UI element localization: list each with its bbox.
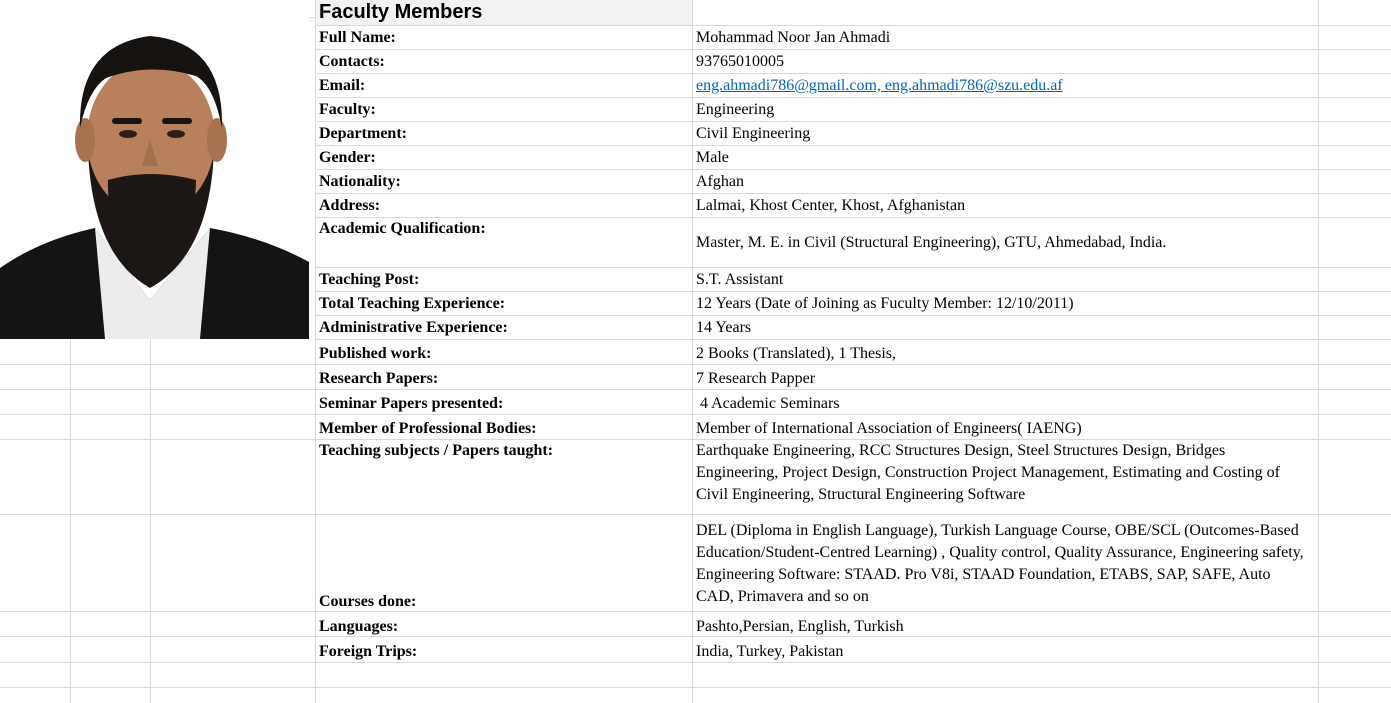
grid-row-line <box>0 611 316 612</box>
full-name-label: Full Name: <box>319 29 396 46</box>
email-link[interactable]: eng.ahmadi786@gmail.com, eng.ahmadi786@szu.edu.af <box>696 77 1063 94</box>
grid-row-line <box>316 49 1391 50</box>
address-label: Address: <box>319 197 381 214</box>
address-value[interactable]: Lalmai, Khost Center, Khost, Afghanistan <box>696 197 966 214</box>
contacts-value[interactable]: 93765010005 <box>696 53 784 70</box>
courses-done-label: Courses done: <box>319 593 417 610</box>
grid-row-line <box>316 121 1391 122</box>
nationality-value[interactable]: Afghan <box>696 173 744 190</box>
grid-row-line <box>316 169 1391 170</box>
grid-row-line <box>0 514 316 515</box>
gender-value[interactable]: Male <box>696 149 729 166</box>
foreign-trips-label: Foreign Trips: <box>319 643 418 660</box>
portrait-image <box>0 0 309 339</box>
grid-row-line <box>0 636 316 637</box>
grid-column-line <box>1318 0 1319 703</box>
grid-row-line <box>0 687 316 688</box>
admin-experience-value[interactable]: 14 Years <box>696 319 752 336</box>
published-work-label: Published work: <box>319 345 432 362</box>
grid-row-line <box>0 414 316 415</box>
grid-row-line <box>316 267 1391 268</box>
grid-row-line <box>316 145 1391 146</box>
professional-bodies-value[interactable]: Member of International Association of Engineers( IAENG) <box>696 420 1082 437</box>
admin-experience-label: Administrative Experience: <box>319 319 508 336</box>
grid-row-line <box>0 389 316 390</box>
research-papers-label: Research Papers: <box>319 370 439 387</box>
faculty-label: Faculty: <box>319 101 376 118</box>
grid-column-line <box>315 0 316 703</box>
seminar-papers-value[interactable]: 4 Academic Seminars <box>696 395 840 412</box>
foreign-trips-value[interactable]: India, Turkey, Pakistan <box>696 643 844 660</box>
grid-row-line <box>316 389 1391 390</box>
qualification-label: Academic Qualification: <box>319 220 486 237</box>
teaching-post-label: Teaching Post: <box>319 271 420 288</box>
full-name-value[interactable]: Mohammad Noor Jan Ahmadi <box>696 29 891 46</box>
department-value[interactable]: Civil Engineering <box>696 125 811 142</box>
courses-done-value[interactable]: DEL (Diploma in English Language), Turkish Language Course, OBE/SCL (Outcomes-Based Education/Student-Centred Learning) , Quality control, Quality Assurance, Engineering safety, Engineering Software: STAAD. Pro V8i, STAAD Foundation, ETABS, SAP, SAFE, Auto CAD, Primavera and so on <box>696 522 1304 605</box>
grid-row-line <box>316 687 1391 688</box>
grid-row-line <box>316 339 1391 340</box>
published-work-value[interactable]: 2 Books (Translated), 1 Thesis, <box>696 345 896 362</box>
grid-row-line <box>316 97 1391 98</box>
grid-column-line <box>692 0 693 703</box>
grid-row-line <box>0 364 316 365</box>
email-value[interactable] <box>696 75 1063 97</box>
grid-row-line <box>316 514 1391 515</box>
grid-row-line <box>316 25 1391 26</box>
qualification-value[interactable]: Master, M. E. in Civil (Structural Engineering), GTU, Ahmedabad, India. <box>696 234 1167 251</box>
grid-row-line <box>316 611 1391 612</box>
grid-row-line <box>316 291 1391 292</box>
faculty-value[interactable]: Engineering <box>696 101 775 118</box>
contacts-label: Contacts: <box>319 53 385 70</box>
languages-label: Languages: <box>319 618 399 635</box>
teaching-subjects-label: Teaching subjects / Papers taught: <box>319 442 554 459</box>
grid-row-line <box>316 73 1391 74</box>
professional-bodies-label: Member of Professional Bodies: <box>319 420 537 437</box>
seminar-papers-label: Seminar Papers presented: <box>319 395 504 412</box>
teaching-subjects-value[interactable]: Earthquake Engineering, RCC Structures Design, Steel Structures Design, Bridges Engineering, Project Design, Construction Project Management, Estimating and Costing of Civil Engineering, Structural Engineering Software <box>696 442 1280 503</box>
teaching-experience-value[interactable]: 12 Years (Date of Joining as Fuculty Member: 12/10/2011) <box>696 295 1074 312</box>
grid-row-line <box>0 439 316 440</box>
grid-row-line <box>316 315 1391 316</box>
profile-photo <box>0 0 309 339</box>
sheet-title: Faculty Members <box>319 1 483 23</box>
teaching-experience-label: Total Teaching Experience: <box>319 295 506 312</box>
grid-row-line <box>0 662 316 663</box>
teaching-post-value[interactable]: S.T. Assistant <box>696 271 784 288</box>
grid-row-line <box>316 193 1391 194</box>
email-label: Email: <box>319 77 366 94</box>
gender-label: Gender: <box>319 149 376 166</box>
department-label: Department: <box>319 125 407 142</box>
languages-value[interactable]: Pashto,Persian, English, Turkish <box>696 618 904 635</box>
grid-row-line <box>316 662 1391 663</box>
nationality-label: Nationality: <box>319 173 401 190</box>
research-papers-value[interactable]: 7 Research Papper <box>696 370 816 387</box>
